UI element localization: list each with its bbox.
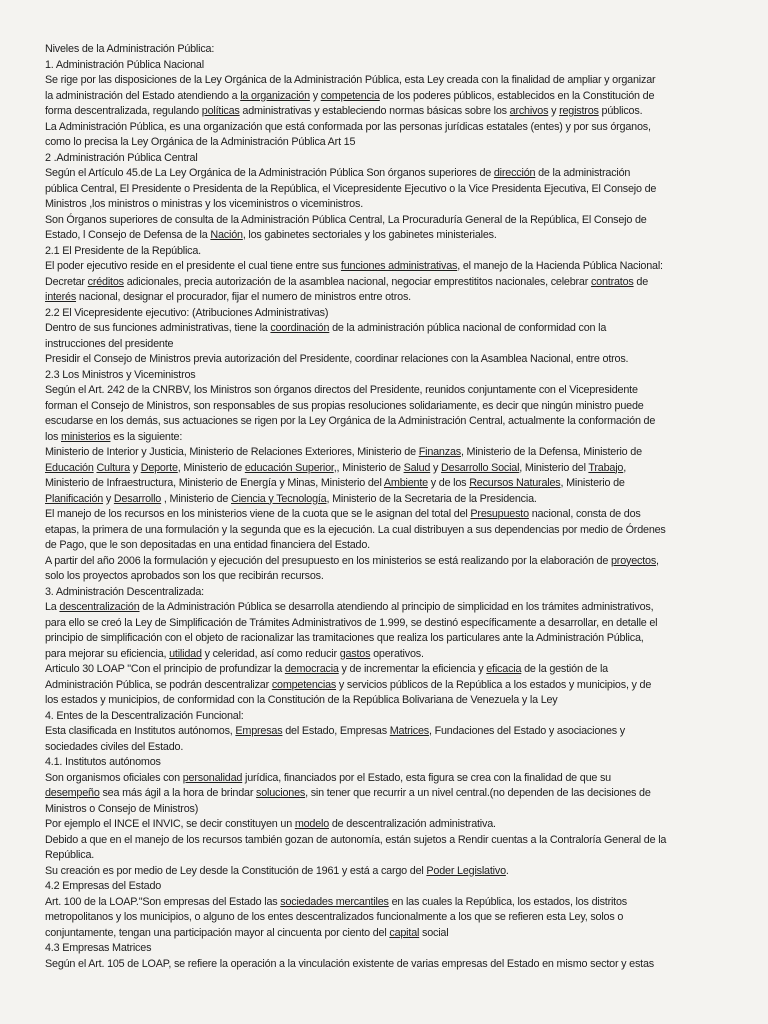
text-segment: instrucciones del presidente — [45, 337, 174, 350]
text-segment: para ello se creó la Ley de Simplificación de Trámites Administrativos de 1.999, se destinó específicamente a desarrollar, en detalle el — [45, 616, 658, 629]
text-line — [45, 802, 762, 818]
text-line — [45, 399, 762, 415]
text-segment: como lo precisa la Ley Orgánica de la Administración Pública Art 15 — [45, 136, 356, 148]
text-line — [45, 957, 762, 973]
text-line — [45, 135, 762, 151]
text-segment: solo los proyectos aprobados son los que recibirán recursos. — [45, 570, 324, 582]
text-segment: y — [129, 461, 141, 474]
text-line — [45, 151, 762, 167]
text-segment: nacional, designar el procurador, fijar el numero de ministros entre otros. — [76, 291, 411, 303]
text-segment: Presidir el Consejo de Ministros previa autorización del Presidente, coordinar relaciones con la Asamblea Nacional, entre otros. — [45, 353, 629, 365]
text-segment: El manejo de los recursos en los ministerios viene de la cuota que se le asignan del total del — [45, 508, 471, 520]
text-segment: 3. Administración Descentralizada: — [45, 585, 204, 598]
text-segment: administrativas y estableciendo normas básicas sobre los — [239, 105, 510, 117]
text-segment: de la Administración Pública se desarrolla atendiendo al principio de simplicidad en los trámites administrativos, — [139, 601, 654, 613]
text-segment: públicos. — [598, 105, 643, 117]
link-eficacia[interactable]: eficacia — [486, 663, 522, 675]
text-segment: de la administración pública nacional de conformidad con la — [329, 322, 607, 334]
text-segment: , el manejo de la Hacienda Pública Nacional: — [457, 260, 663, 272]
link-desempeno[interactable]: desempeño — [45, 787, 100, 799]
text-line — [45, 740, 762, 756]
text-segment: , Ministerio de la Secretaria de la Presidencia. — [326, 492, 537, 505]
link-sociedades-mercantiles[interactable]: sociedades mercantiles — [280, 895, 389, 908]
text-line — [45, 817, 762, 833]
text-line — [45, 864, 762, 880]
link-modelo[interactable]: modelo — [294, 818, 330, 830]
text-line — [45, 58, 762, 74]
text-segment: y — [430, 461, 442, 474]
text-line — [45, 600, 762, 616]
link-proyectos[interactable]: proyectos — [610, 554, 657, 567]
text-line — [45, 89, 762, 105]
text-segment: social — [419, 926, 449, 939]
text-segment: Esta clasificada en Institutos autónomos, — [45, 725, 236, 737]
link-competencia[interactable]: competencia — [320, 89, 380, 102]
link-capital[interactable]: capital — [389, 926, 420, 939]
text-line — [45, 383, 762, 399]
link-recursos-naturales[interactable]: Recursos Naturales — [469, 477, 561, 489]
text-segment: de — [633, 275, 649, 288]
text-line — [45, 755, 762, 771]
text-segment: , — [656, 554, 659, 567]
text-line — [45, 197, 762, 213]
text-segment: principio de simplificación con el objeto de racionalizar las tramitaciones que realiza los particulares ante la Administración Pública, — [45, 632, 644, 644]
link-matrices[interactable]: Matrices — [389, 725, 429, 737]
text-segment: Según el Art. 242 de la CNRBV, los Ministros son órganos directos del Presidente, reunidos conjuntamente con el Vicepresidente — [45, 384, 638, 396]
text-line — [45, 166, 762, 182]
text-line — [45, 647, 762, 663]
link-ciencia-y-tecnologia[interactable]: Ciencia y Tecnología — [230, 492, 327, 505]
link-soluciones[interactable]: soluciones — [256, 787, 306, 799]
text-segment: La — [45, 601, 60, 613]
text-segment: ,, Ministerio de — [333, 461, 404, 474]
document-body — [0, 42, 768, 972]
text-line — [45, 833, 762, 849]
text-line — [45, 895, 762, 911]
text-line — [45, 786, 762, 802]
link-personalidad[interactable]: personalidad — [182, 771, 243, 784]
text-line — [45, 631, 762, 647]
link-democracia[interactable]: democracia — [284, 663, 339, 675]
text-segment: Art. 100 de la LOAP."Son empresas del Estado las — [45, 895, 281, 908]
text-segment: Son Órganos superiores de consulta de la Administración Pública Central, La Procuraduría General de la República, El Consejo de — [45, 213, 647, 226]
text-segment: El poder ejecutivo reside en el presidente el cual tiene entre sus — [45, 260, 341, 272]
text-line — [45, 662, 762, 678]
text-segment: Ministerio de Interior y Justicia, Ministerio de Relaciones Exteriores, Ministerio de — [45, 446, 419, 458]
text-segment: Son organismos oficiales con — [45, 771, 183, 784]
text-segment: Debido a que en el manejo de los recursos también gozan de autonomía, están sujetos a Rendir cuentas a la Contraloría General de la — [45, 833, 667, 846]
text-line — [45, 368, 762, 384]
text-segment: Administración Pública, se podrán descentralizar — [45, 678, 272, 691]
text-line — [45, 120, 762, 136]
text-segment: y de los — [427, 477, 470, 489]
text-segment: etapas, la primera de una formulación y la segunda que es la ejecución. La cual distribuyen a sus dependencias por medio de Órdenes — [45, 523, 666, 536]
link-finanzas[interactable]: Finanzas — [418, 446, 461, 458]
text-line — [45, 554, 762, 570]
link-ministerios[interactable]: ministerios — [61, 430, 111, 443]
link-trabajo[interactable]: Trabajo — [588, 461, 624, 474]
link-presupuesto[interactable]: Presupuesto — [470, 508, 529, 520]
text-line — [45, 492, 762, 508]
text-segment: y servicios públicos de la República a los estados y municipios, y de — [336, 678, 652, 691]
text-segment: , Ministerio de — [560, 477, 625, 489]
text-line — [45, 290, 762, 306]
text-line — [45, 941, 762, 957]
text-segment: 2.1 El Presidente de la República. — [45, 244, 201, 257]
text-line — [45, 182, 762, 198]
link-empresas[interactable]: Empresas — [235, 725, 283, 737]
link-desarrollo-social[interactable]: Desarrollo Social — [441, 461, 520, 474]
text-segment: 1. Administración Pública Nacional — [45, 58, 204, 71]
text-segment: es la siguiente: — [110, 430, 183, 443]
text-segment: sociedades civiles del Estado. — [45, 740, 184, 753]
text-segment: la administración del Estado atendiendo a — [45, 89, 241, 102]
text-segment: Se rige por las disposiciones de la Ley Orgánica de la Administración Pública, esta Ley creada con la finalidad de ampliar y organizar — [45, 74, 656, 86]
text-segment: República. — [45, 849, 95, 861]
text-segment: 4. Entes de la Descentralización Funcional: — [45, 709, 244, 722]
link-deporte[interactable]: Deporte — [140, 461, 178, 474]
text-segment: de los poderes públicos, establecidos en la Constitución de — [379, 89, 655, 102]
text-line — [45, 926, 762, 942]
link-nacion[interactable]: Nación — [210, 229, 243, 241]
text-line — [45, 693, 762, 709]
link-funciones-administrativas[interactable]: funciones administrativas — [340, 260, 458, 272]
text-line — [45, 709, 762, 725]
text-segment: 4.2 Empresas del Estado — [45, 880, 162, 892]
text-line — [45, 244, 762, 260]
text-segment: Según el Art. 105 de LOAP, se refiere la operación a la vinculación existente de varias empresas del Estado en mismo sector y estas — [45, 957, 654, 970]
text-segment: , sin tener que recurrir a un nivel central.(no dependen de las decisiones de — [305, 787, 651, 799]
text-segment: y — [103, 492, 114, 505]
link-interes[interactable]: interés — [45, 291, 77, 303]
text-line — [45, 337, 762, 353]
text-segment: pública Central, El Presidente o Presidenta de la República, el Vicepresidente Ejecutivo o la Vice Presidenta Ejecutiva, El Consejo de — [45, 182, 657, 195]
text-segment: escudarse en los demás, sus actuaciones se rigen por la Ley Orgánica de la Administración Central, actualmente la conformación de — [45, 415, 656, 427]
text-segment: conjuntamente, tengan una participación mayor al cincuenta por ciento del — [45, 926, 390, 939]
text-segment: del Estado, Empresas — [282, 725, 390, 737]
text-line — [45, 910, 762, 926]
text-line — [45, 724, 762, 740]
text-segment: La Administración Pública, es una organización que está conformada por las personas jurídicas estatales (entes) y por sus órganos, — [45, 120, 651, 133]
text-segment: en las cuales la República, los estados, los distritos — [388, 895, 627, 908]
text-segment: Niveles de la Administración Pública: — [45, 43, 215, 55]
text-line — [45, 259, 762, 275]
text-segment: , — [623, 461, 627, 474]
text-line — [45, 585, 762, 601]
text-segment: y — [309, 89, 321, 102]
text-line — [45, 414, 762, 430]
text-segment: Ministros ,los ministros o ministras y los viceministros o viceministros. — [45, 198, 364, 210]
link-ambiente[interactable]: Ambiente — [383, 477, 428, 489]
text-segment: , los gabinetes sectoriales y los gabinetes ministeriales. — [242, 229, 497, 241]
text-segment: de la gestión de la — [521, 663, 608, 675]
link-la-organizacion[interactable]: la organización — [240, 89, 310, 102]
text-segment: Ministerio de Infraestructura, Ministerio de Energía y Minas, Ministerio del — [45, 477, 384, 489]
text-segment: los estados y municipios, de conformidad con la Constitución de la República Bolivariana de Venezuela y la Ley — [45, 694, 558, 706]
text-segment: nacional, consta de dos — [528, 508, 641, 520]
link-gastos[interactable]: gastos — [339, 647, 371, 660]
text-segment: forman el Consejo de Ministros, son responsables de sus propias resoluciones solidariamente, es decir que ningún ministro puede — [45, 399, 644, 412]
text-segment: Según el Artículo 45.de La Ley Orgánica de la Administración Pública Son órganos superiores de — [45, 167, 494, 179]
text-line — [45, 523, 762, 539]
link-utilidad[interactable]: utilidad — [169, 647, 202, 660]
text-line — [45, 445, 762, 461]
text-segment: , Fundaciones del Estado y asociaciones y — [428, 725, 625, 737]
link-archivos[interactable]: archivos — [509, 105, 549, 117]
text-segment: 4.1. Institutos autónomos — [45, 756, 161, 768]
text-segment: A partir del año 2006 la formulación y ejecución del presupuesto en los ministerios se está realizando por la elaboración de — [45, 554, 611, 567]
text-segment: y celeridad, así como reducir — [201, 647, 340, 660]
text-segment: y de incrementar la eficiencia y — [338, 663, 487, 675]
text-line — [45, 616, 762, 632]
text-segment: metropolitanos y los municipios, o alguno de los entes descentralizados funcionalmente a los que se refieren esta Ley, solos o — [45, 911, 624, 923]
text-line — [45, 321, 762, 337]
text-segment: para mejorar su eficiencia, — [45, 647, 170, 660]
link-direccion[interactable]: dirección — [493, 167, 536, 179]
link-contratos[interactable]: contratos — [590, 275, 634, 288]
text-segment: Ministros o Consejo de Ministros) — [45, 802, 199, 815]
text-line — [45, 213, 762, 229]
text-line — [45, 104, 762, 120]
text-segment: los — [45, 430, 62, 443]
text-segment: , Ministerio de — [177, 461, 245, 474]
text-line — [45, 275, 762, 291]
link-competencias[interactable]: competencias — [271, 678, 337, 691]
text-segment: . — [505, 864, 509, 877]
text-line — [45, 569, 762, 585]
text-line — [45, 461, 762, 477]
text-line — [45, 771, 762, 787]
text-segment: Dentro de sus funciones administrativas, tiene la — [45, 322, 271, 334]
text-segment: , Ministerio de la Defensa, Ministerio de — [460, 446, 642, 458]
link-poder-legislativo[interactable]: Poder Legislativo — [426, 864, 506, 877]
text-line — [45, 42, 762, 58]
text-segment: 2.3 Los Ministros y Viceministros — [45, 368, 196, 381]
link-educacion-superior[interactable]: educación Superior — [244, 461, 334, 474]
link-politicas[interactable]: políticas — [201, 105, 240, 117]
text-segment: de descentralización administrativa. — [329, 818, 496, 830]
text-segment: Articulo 30 LOAP "Con el principio de profundizar la — [45, 663, 285, 675]
text-segment: forma descentralizada, regulando — [45, 105, 202, 117]
text-segment: Estado, l Consejo de Defensa de la — [45, 229, 211, 241]
text-segment: Por ejemplo el INCE el INVIC, se decir constituyen un — [45, 818, 295, 830]
link-salud[interactable]: Salud — [403, 461, 431, 474]
text-line — [45, 306, 762, 322]
text-segment: de la administración — [535, 167, 631, 179]
text-line — [45, 430, 762, 446]
text-segment: 2 .Administración Pública Central — [45, 151, 198, 164]
link-cultura[interactable]: Cultura — [96, 461, 130, 474]
text-segment: operativos. — [370, 647, 424, 660]
text-segment: , Ministerio del — [519, 461, 589, 474]
text-line — [45, 507, 762, 523]
text-segment: Decretar — [45, 275, 88, 288]
text-segment: 2.2 El Vicepresidente ejecutivo: (Atribuciones Administrativas) — [45, 306, 329, 319]
text-segment: jurídica, financiados por el Estado, esta figura se crea con la finalidad de que su — [242, 771, 611, 784]
link-desarrollo[interactable]: Desarrollo — [113, 492, 162, 505]
text-segment: Su creación es por medio de Ley desde la Constitución de 1961 y está a cargo del — [45, 864, 427, 877]
link-registros[interactable]: registros — [559, 105, 599, 117]
text-line — [45, 538, 762, 554]
text-segment: sea más ágil a la hora de brindar — [99, 787, 257, 799]
text-line — [45, 228, 762, 244]
text-segment: de Pago, que le son depositadas en una entidad financiera del Estado. — [45, 539, 370, 551]
link-educacion[interactable]: Educación — [45, 461, 94, 474]
text-line — [45, 73, 762, 89]
text-line — [45, 678, 762, 694]
text-segment: y — [548, 105, 560, 117]
text-line — [45, 848, 762, 864]
link-coordinacion[interactable]: coordinación — [270, 322, 330, 334]
link-planificacion[interactable]: Planificación — [45, 492, 104, 505]
link-descentralizacion[interactable]: descentralización — [59, 601, 140, 613]
text-line — [45, 352, 762, 368]
text-line — [45, 476, 762, 492]
text-line — [45, 879, 762, 895]
text-segment: 4.3 Empresas Matrices — [45, 942, 152, 954]
text-segment: adicionales, precia autorización de la asamblea nacional, negociar emprestititos nacionales, celebrar — [123, 275, 591, 288]
text-segment: , Ministerio de — [161, 492, 231, 505]
link-creditos[interactable]: créditos — [87, 275, 124, 288]
